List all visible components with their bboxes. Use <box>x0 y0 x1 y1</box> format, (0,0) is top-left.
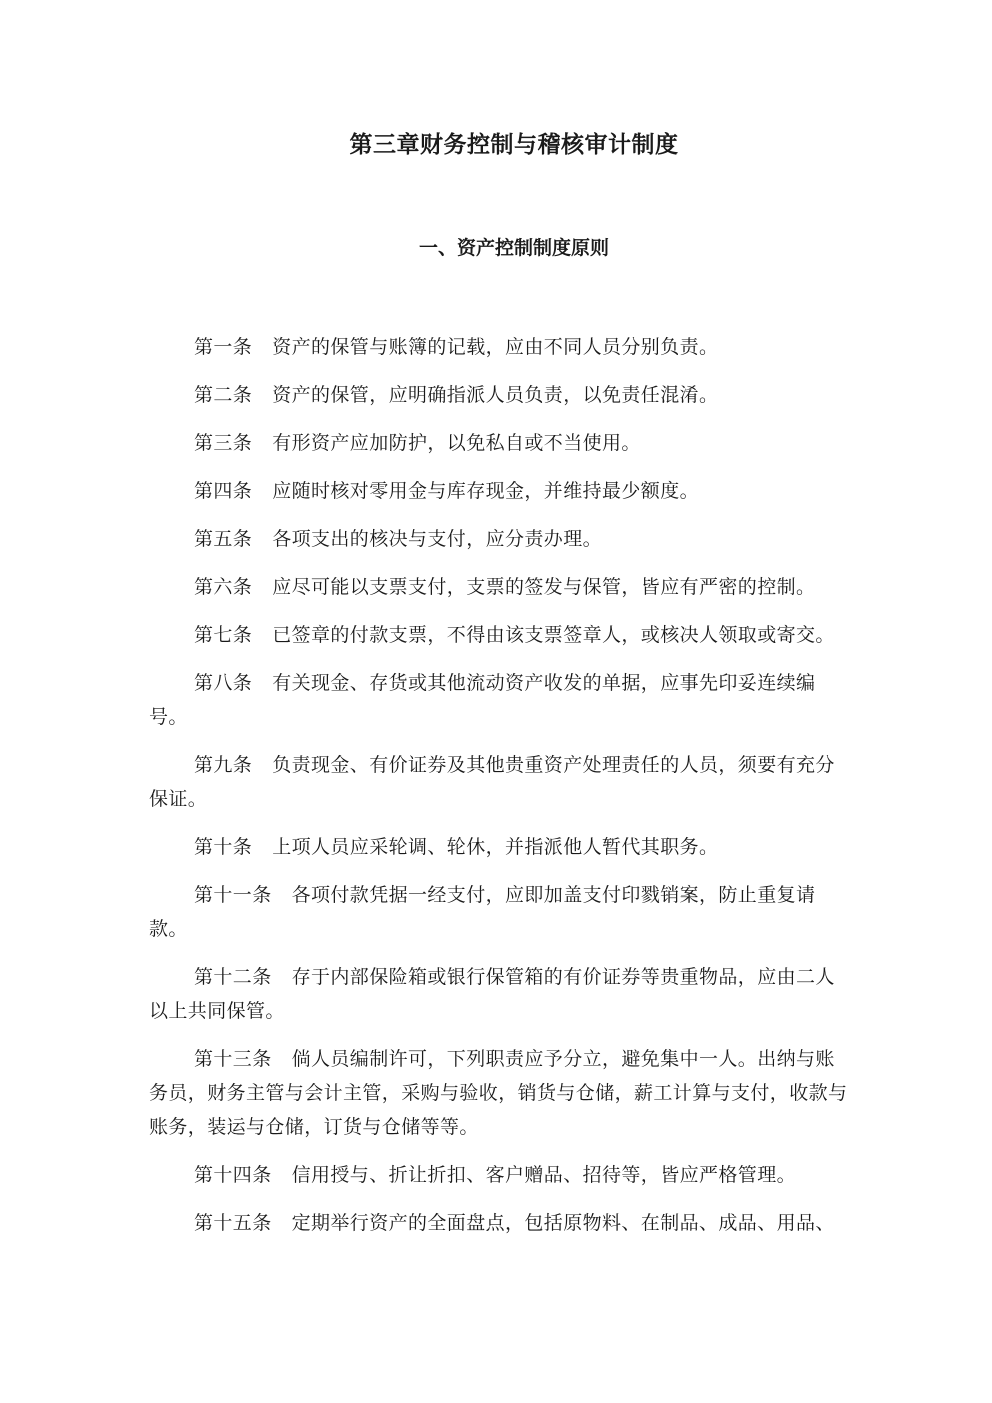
article-text: 应尽可能以支票支付，支票的签发与保管，皆应有严密的控制。 <box>272 576 816 598</box>
article-text: 倘人员编制许可，下列职责应予分立，避免集中一人。出纳与账务员，财务主管与会计主管，采购与验收，销货与仓储，薪工计算与支付，收款与账务，装运与仓储，订货与仓储等等。 <box>149 1048 848 1138</box>
article-text: 各项付款凭据一经支付，应即加盖支付印戮销案，防止重复请款。 <box>149 884 816 940</box>
article-2 <box>149 378 849 412</box>
article-1 <box>149 330 849 364</box>
article-text: 有关现金、存货或其他流动资产收发的单据，应事先印妥连续编号。 <box>149 672 816 728</box>
article-text: 上项人员应采轮调、轮休，并指派他人暂代其职务。 <box>272 836 719 858</box>
article-14 <box>149 1158 849 1192</box>
article-text: 已签章的付款支票，不得由该支票签章人，或核决人领取或寄交。 <box>272 624 835 646</box>
article-8 <box>149 666 849 734</box>
article-number: 第四条 <box>194 480 253 502</box>
article-text: 资产的保管，应明确指派人员负责，以免责任混淆。 <box>272 384 719 406</box>
article-text: 有形资产应加防护，以免私自或不当使用。 <box>272 432 641 454</box>
article-text: 资产的保管与账簿的记载，应由不同人员分别负责。 <box>272 336 719 358</box>
article-number: 第十三条 <box>194 1048 272 1070</box>
article-12 <box>149 960 849 1028</box>
article-number: 第三条 <box>194 432 253 454</box>
article-number: 第十二条 <box>194 966 272 988</box>
article-text: 定期举行资产的全面盘点，包括原物料、在制品、成品、用品、 <box>291 1212 835 1234</box>
article-number: 第十条 <box>194 836 253 858</box>
chapter-title: 第三章财务控制与稽核审计制度 <box>349 132 679 158</box>
article-10 <box>149 830 849 864</box>
article-number: 第八条 <box>194 672 253 694</box>
article-list <box>149 330 849 1254</box>
article-6 <box>149 570 849 604</box>
article-text: 各项支出的核决与支付，应分责办理。 <box>272 528 603 550</box>
article-number: 第十四条 <box>194 1164 272 1186</box>
article-9 <box>149 748 849 816</box>
section-title: 一、资产控制制度原则 <box>418 237 609 259</box>
article-text: 应随时核对零用金与库存现金，并维持最少额度。 <box>272 480 700 502</box>
article-number: 第九条 <box>194 754 253 776</box>
article-13 <box>149 1042 849 1144</box>
article-7 <box>149 618 849 652</box>
article-number: 第十一条 <box>194 884 272 906</box>
article-number: 第七条 <box>194 624 253 646</box>
article-text: 信用授与、折让折扣、客户赠品、招待等，皆应严格管理。 <box>291 1164 797 1186</box>
article-number: 第十五条 <box>194 1212 272 1234</box>
article-11 <box>149 878 849 946</box>
article-text: 存于内部保险箱或银行保管箱的有价证券等贵重物品，应由二人以上共同保管。 <box>149 966 835 1022</box>
article-text: 负责现金、有价证券及其他贵重资产处理责任的人员，须要有充分保证。 <box>149 754 835 810</box>
article-number: 第六条 <box>194 576 253 598</box>
article-number: 第一条 <box>194 336 253 358</box>
article-5 <box>149 522 849 556</box>
article-15 <box>149 1206 849 1240</box>
article-3 <box>149 426 849 460</box>
article-4 <box>149 474 849 508</box>
article-number: 第五条 <box>194 528 253 550</box>
article-number: 第二条 <box>194 384 253 406</box>
